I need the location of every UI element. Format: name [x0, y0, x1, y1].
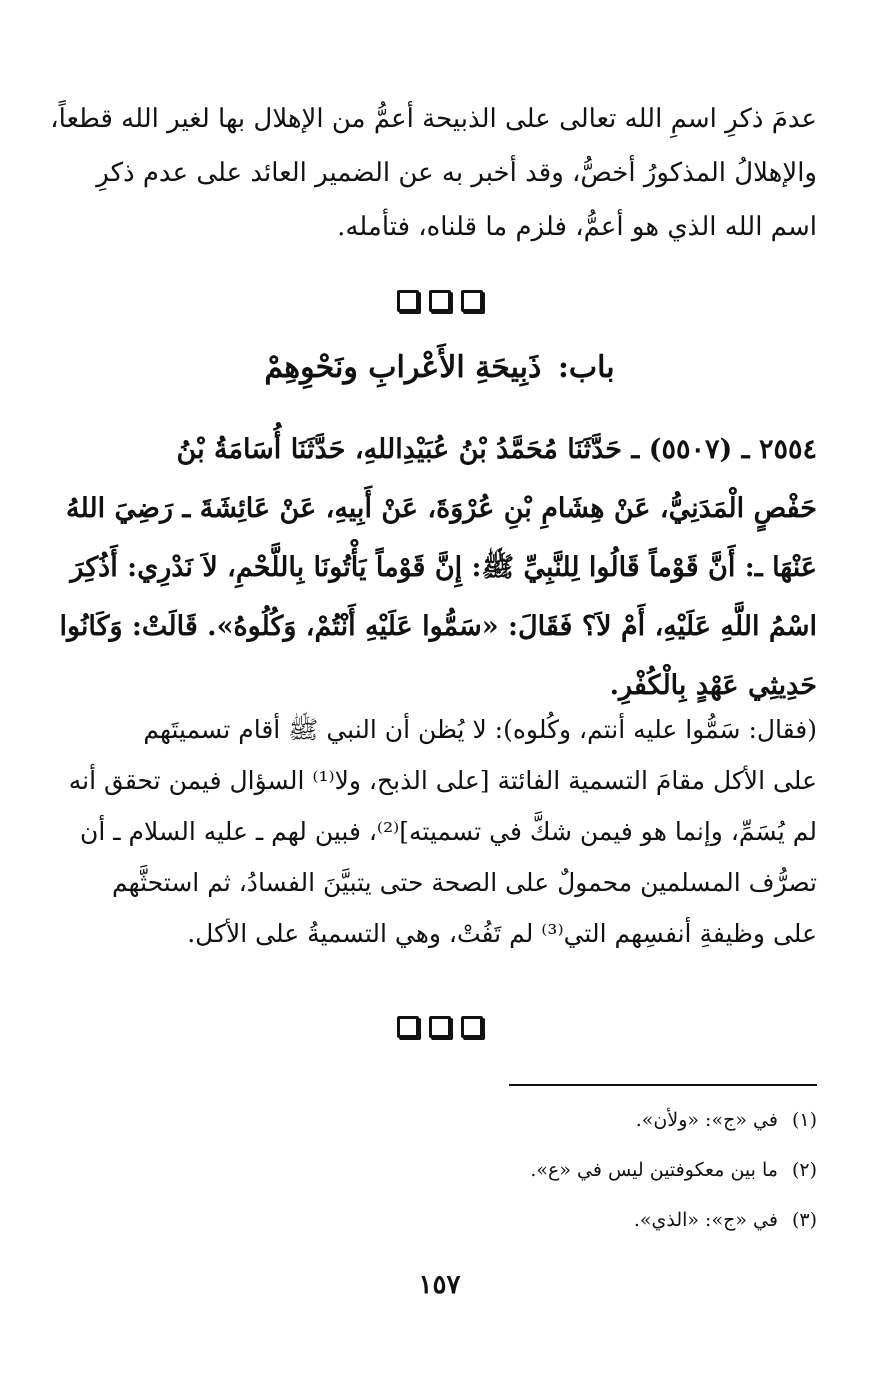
footnote-text: في «ج»: «ولأن». — [635, 1109, 778, 1131]
hadith-text — [59, 420, 817, 715]
footnote-number: (٣) — [791, 1209, 817, 1231]
chapter-heading — [0, 350, 879, 385]
footnote-divider — [509, 1084, 817, 1086]
footnote — [636, 1106, 817, 1134]
text-line: عدمَ ذكرِ اسمِ الله تعالى على الذبيحة أعمُّ من الإهلال بها لغير الله قطعاً، — [50, 104, 817, 134]
commentary-line: لم يُسَمِّ، وإنما هو فيمن شكَّ في تسميته]⁽²⁾، فبين لهم ـ عليه السلام ـ أن — [80, 817, 817, 846]
hadith-line: ٢٥٥٤ ـ (٥٥٠٧) ـ حَدَّثَنَا مُحَمَّدُ بْنُ عُبَيْدِاللهِ، حَدَّثَنَا أُسَامَةُ بْنُ — [176, 434, 817, 465]
page-number: ١٥٧ — [418, 1270, 461, 1300]
commentary-text — [68, 704, 817, 959]
commentary-line: على الأكل مقامَ التسمية الفائتة [على الذبح، ولا⁽¹⁾ السؤال فيمن تحقق أنه — [68, 766, 817, 795]
commentary-line: تصرُّف المسلمين محمولٌ على الصحة حتى يتبيَّنَ الفسادُ، ثم استحثَّهم — [111, 868, 817, 897]
hadith-line: حَدِيثِي عَهْدٍ بِالْكُفْرِ. — [609, 670, 817, 701]
chapter-title: ذَبِيحَةِ الأَعْرابِ ونَحْوِهِمْ — [264, 350, 542, 385]
hadith-line: حَفْصٍ الْمَدَنِيُّ، عَنْ هِشَامِ بْنِ عُرْوَةَ، عَنْ أَبِيهِ، عَنْ عَائِشَةَ ـ رَضِيَ اللهُ — [66, 493, 817, 524]
square-ornament-icon — [461, 290, 483, 312]
commentary-line: على وظيفةِ أنفسِهم التي⁽³⁾ لم تَفُتْ، وهي التسميةُ على الأكل. — [187, 919, 817, 948]
footnote — [634, 1206, 817, 1234]
commentary-line: (فقال: سَمُّوا عليه أنتم، وكُلوه): لا يُظن أن النبي ﷺ أقام تسميتَهم — [143, 715, 817, 744]
paragraph-continuation — [50, 92, 817, 254]
square-ornament-icon — [429, 290, 451, 312]
square-ornament-icon — [397, 290, 419, 312]
footnote-number: (١) — [791, 1109, 817, 1131]
text-line: اسم الله الذي هو أعمُّ، فلزم ما قلناه، فتأمله. — [337, 212, 817, 242]
footnote-text: في «ج»: «الذي». — [633, 1209, 778, 1231]
square-ornament-icon — [461, 1016, 483, 1038]
section-separator — [0, 1016, 879, 1038]
footnote-number: (٢) — [791, 1159, 817, 1181]
section-separator — [0, 290, 879, 312]
hadith-line: عَنْهَا ـ: أَنَّ قَوْماً قَالُوا لِلنَّبِيِّ ﷺ: إِنَّ قَوْماً يَأْتُونَا بِاللَّحْمِ، لاَ نَدْرِي: أَذُكِرَ — [70, 552, 817, 583]
square-ornament-icon — [429, 1016, 451, 1038]
text-line: والإهلالُ المذكورُ أخصُّ، وقد أخبر به عن الضمير العائد على عدم ذكرِ — [96, 158, 817, 188]
footnote — [530, 1156, 817, 1184]
square-ornament-icon — [397, 1016, 419, 1038]
chapter-label: باب: — [557, 350, 615, 385]
hadith-line: اسْمُ اللَّهِ عَلَيْهِ، أَمْ لاَ؟ فَقَالَ: «سَمُّوا عَلَيْهِ أَنْتُمْ، وَكُلُوهُ». قَالَتْ: وَكَانُوا — [59, 611, 817, 642]
footnote-text: ما بين معكوفتين ليس في «ع». — [530, 1159, 778, 1181]
